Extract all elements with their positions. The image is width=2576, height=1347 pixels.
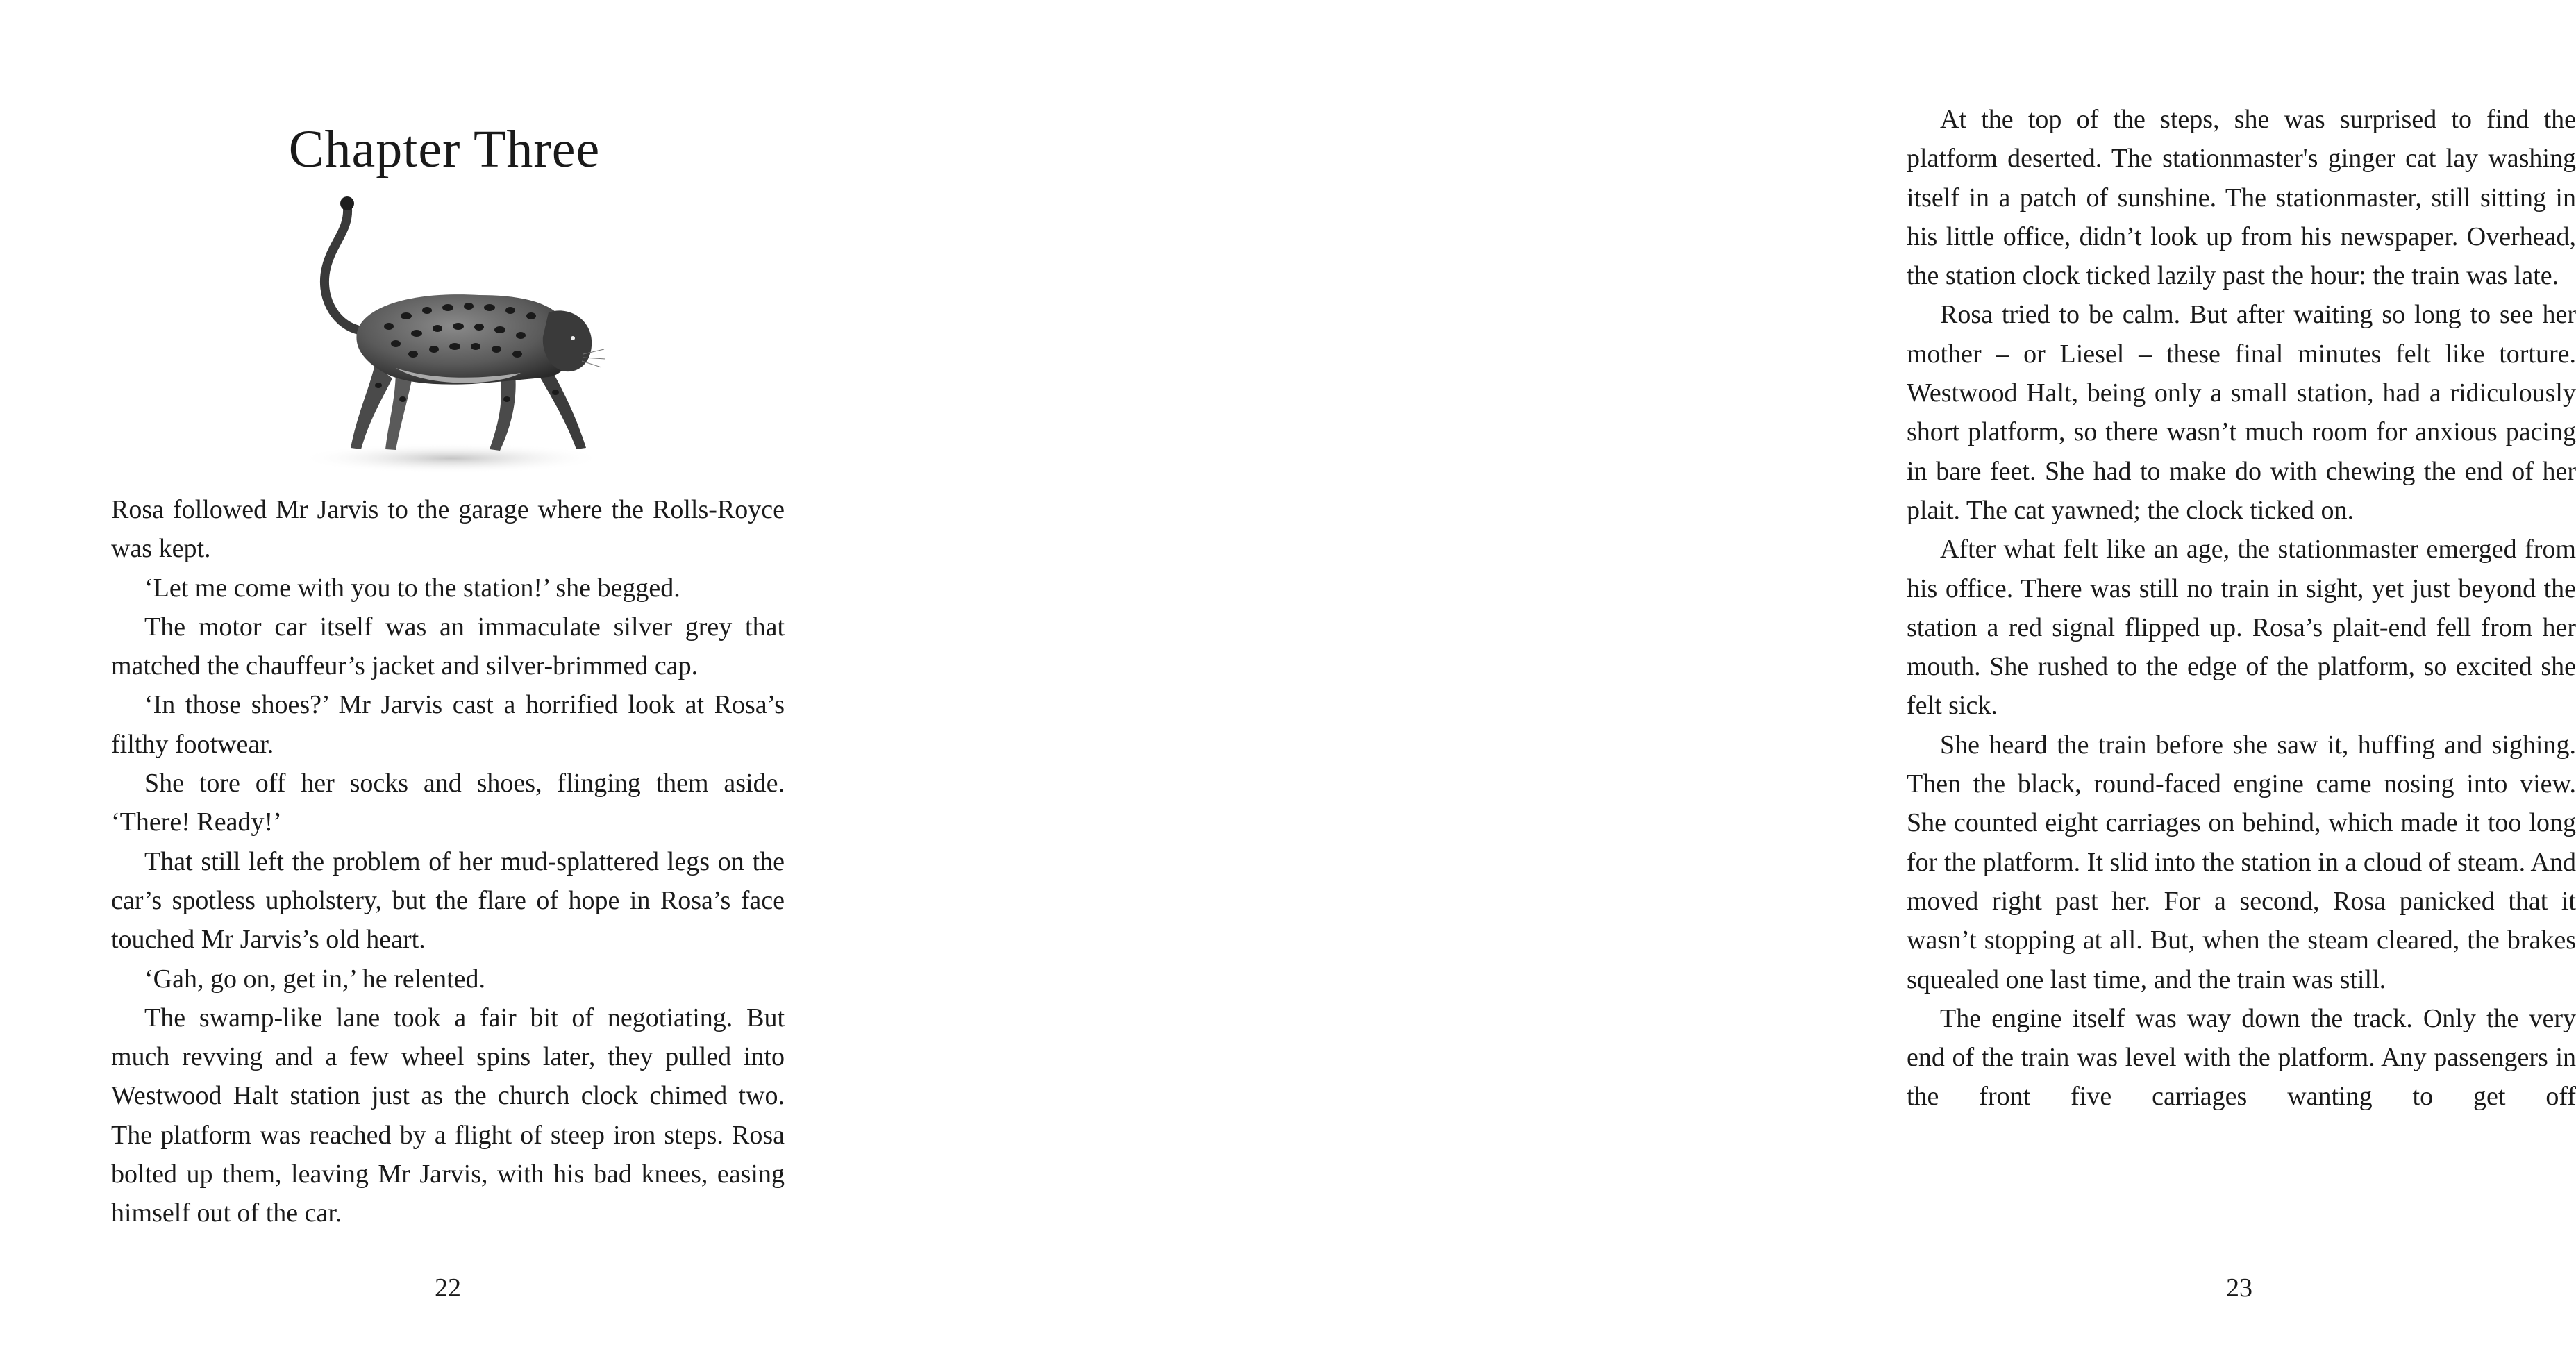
left-page [0,0,889,1347]
right-page-text [1907,100,2576,1116]
paragraph: ‘Let me come with you to the station!’ she begged. [144,573,680,603]
paragraph: ‘Gah, go on, get in,’ he relented. [144,964,486,994]
leopard-body [356,294,571,385]
right-page [889,0,2576,1347]
paragraph: The motor car itself was an immaculate silver grey that matched the chauffeur’s jacket and silver-brimmed cap. [111,612,785,681]
chapter-title: Chapter Three [288,120,601,178]
paragraph: The engine itself was way down the track. Only the very end of the train was level with the platform. Any passengers in the front five carriages wanting to get off [1907,1003,2576,1112]
leopard-back-leg [351,365,392,449]
paragraph: Rosa followed Mr Jarvis to the garage where the Rolls-Royce was kept. [111,495,785,564]
paragraph: She heard the train before she saw it, huffing and sighing. Then the black, round-faced engine came nosing into view. She counted eight carriages on behind, which made it too long for the platform. It slid into the station in a cloud of steam. And moved right past her. For a second, Rosa panicked that it wasn’t stopping at all. But, when the steam cleared, the brakes squealed one last time, and the train was still. [1907,730,2576,994]
page-number: 22 [435,1273,461,1303]
left-page-text [111,490,785,1233]
paragraph: She tore off her socks and shoes, flinging them aside. ‘There! Ready!’ [111,769,785,837]
ground-shadow [299,443,604,474]
page-number: 23 [2226,1273,2252,1303]
paragraph: Rosa tried to be calm. But after waiting so long to see her mother – or Liesel – these final minutes felt like torture. Westwood Halt, being only a small station, had a ridiculously short platform, so there wasn’t much room for anxious pacing in bare feet. She had to make do with chewing the end of her plait. The cat yawned; the clock ticked on. [1907,300,2576,525]
paragraph: That still left the problem of her mud-splattered legs on the car’s spotless upholstery, but the flare of hope in Rosa’s face touched Mr Jarvis’s old heart. [111,846,785,955]
leopard-front-leg [490,371,516,451]
paragraph: After what felt like an age, the stationmaster emerged from his office. There was still no train in sight, yet just beyond the station a red signal flipped up. Rosa’s plait-end fell from her mouth. She rushed to the edge of the platform, so excited she felt sick. [1907,535,2576,721]
leopard-tail [324,205,358,330]
paragraph: At the top of the steps, she was surprised to find the platform deserted. The stationmaster's ginger cat lay washing itself in a patch of sunshine. The stationmaster, still sitting in his little office, didn’t look up from his newspaper. Overhead, the station clock ticked lazily past the hour: the train was late. [1907,105,2576,291]
paragraph: The swamp-like lane took a fair bit of negotiating. But much revving and a few wheel spins later, they pulled into Westwood Halt station just as the church clock chimed two. The platform was reached by a flight of steep iron steps. Rosa bolted up them, leaving Mr Jarvis, with his bad knees, easing himself out of the car. [111,1003,785,1228]
leopard-illustration [292,191,611,483]
paragraph: ‘In those shoes?’ Mr Jarvis cast a horrified look at Rosa’s filthy footwear. [111,690,785,759]
